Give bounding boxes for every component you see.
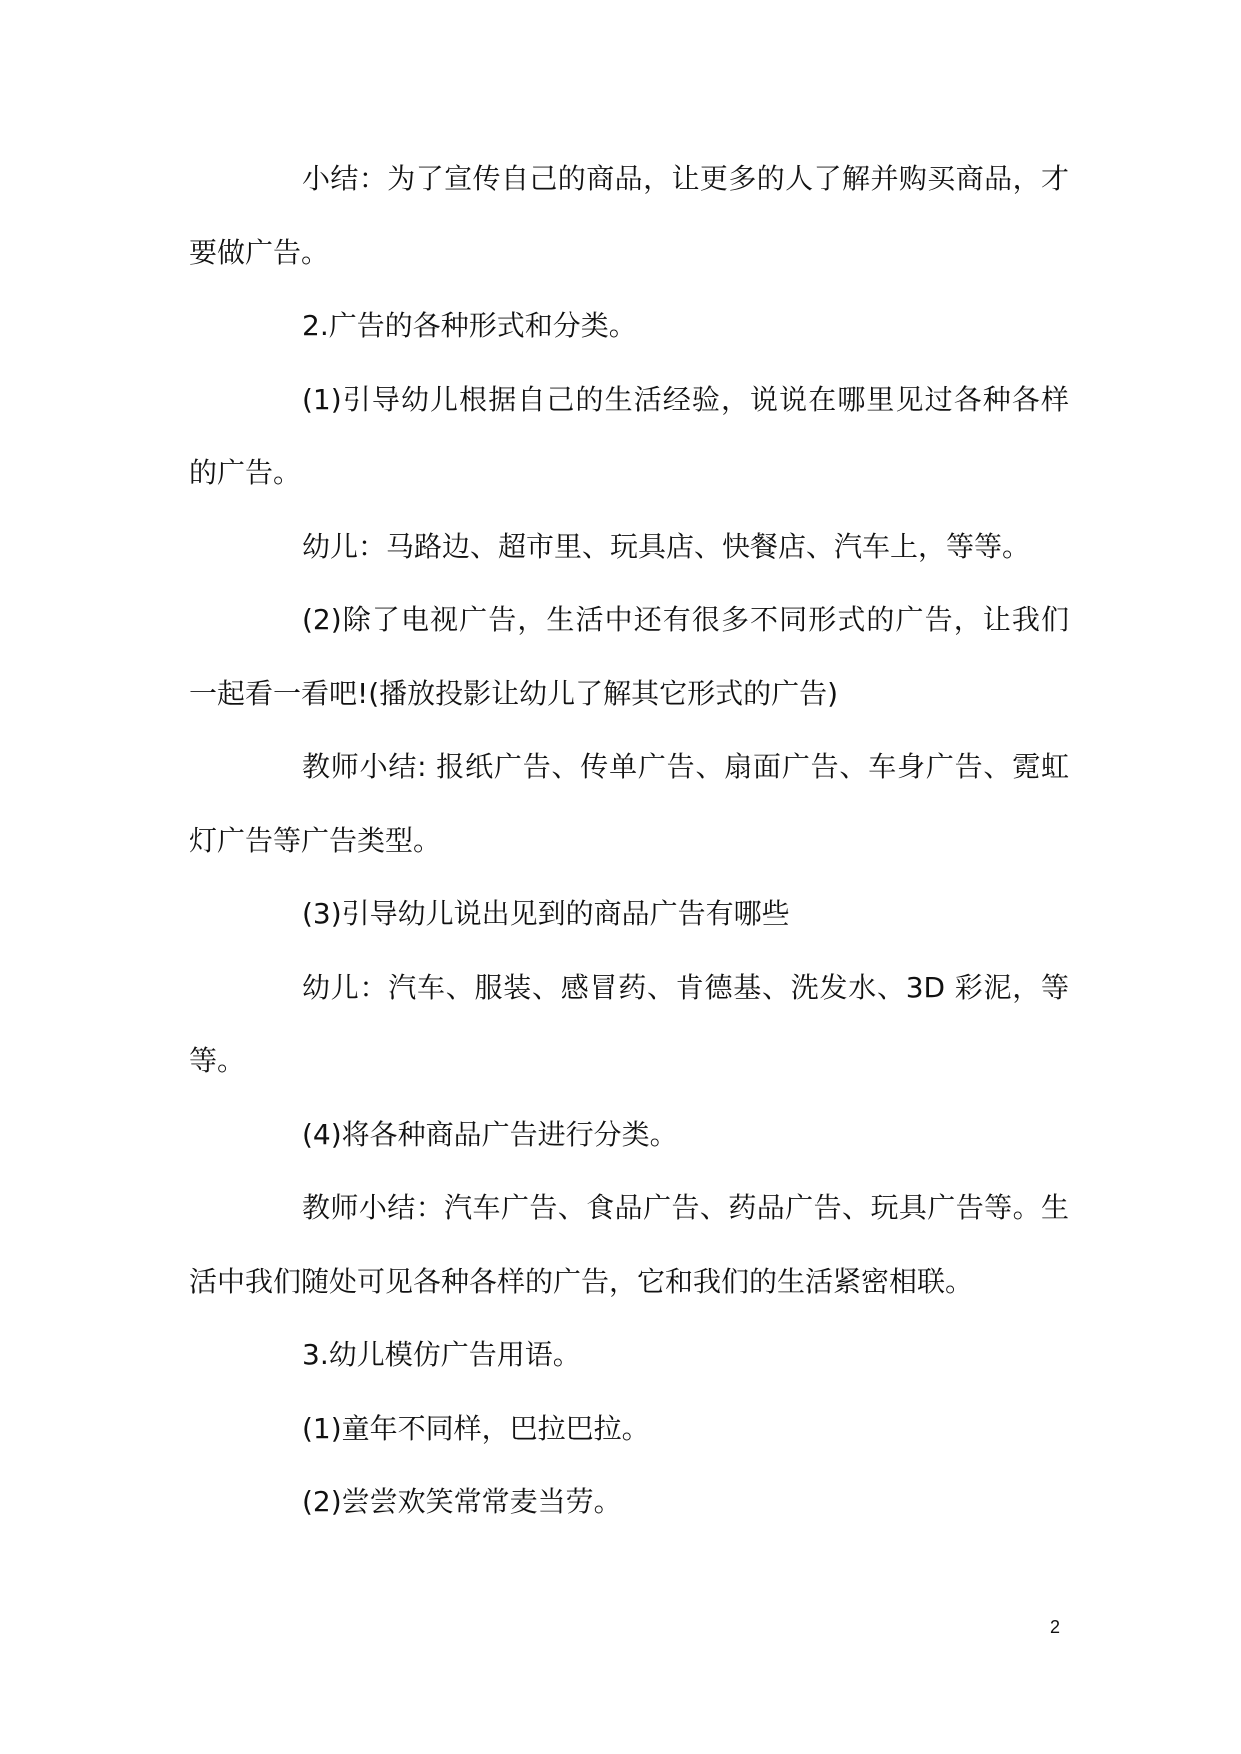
paragraph-item-3: (3)引导幼儿说出见到的商品广告有哪些	[302, 897, 790, 930]
paragraph-item-4: (4)将各种商品广告进行分类。	[302, 1117, 678, 1151]
document-body	[189, 142, 1069, 1539]
paragraph-slogan-2: (2)尝尝欢笑常常麦当劳。	[302, 1485, 622, 1518]
page-number: 2	[1049, 1617, 1060, 1637]
paragraph-item-1: (1)引导幼儿根据自己的生活经验，说说在哪里见过各种各样的广告。	[189, 382, 1069, 489]
paragraph-slogan-1: (1)童年不同样，巴拉巴拉。	[302, 1411, 650, 1445]
paragraph-teacher-summary-2: 教师小结：汽车广告、食品广告、药品广告、玩具广告等。生活中我们随处可见各种各样的广告，它和我们的生活紧密相联。	[189, 1191, 1069, 1298]
paragraph-child-answer-1: 幼儿：马路边、超市里、玩具店、快餐店、汽车上，等等。	[302, 529, 1031, 563]
paragraph-teacher-summary-1: 教师小结: 报纸广告、传单广告、扇面广告、车身广告、霓虹灯广告等广告类型。	[189, 750, 1069, 857]
paragraph-summary: 小结：为了宣传自己的商品，让更多的人了解并购买商品，才要做广告。	[189, 162, 1069, 269]
paragraph-child-answer-2: 幼儿：汽车、服装、感冒药、肯德基、洗发水、3D 彩泥，等等。	[189, 970, 1069, 1077]
section-heading-3: 3.幼儿模仿广告用语。	[302, 1338, 581, 1371]
section-heading-2: 2.广告的各种形式和分类。	[302, 309, 637, 342]
paragraph-item-2: (2)除了电视广告，生活中还有很多不同形式的广告，让我们一起看一看吧!(播放投影让幼儿了解其它形式的广告)	[189, 603, 1069, 710]
